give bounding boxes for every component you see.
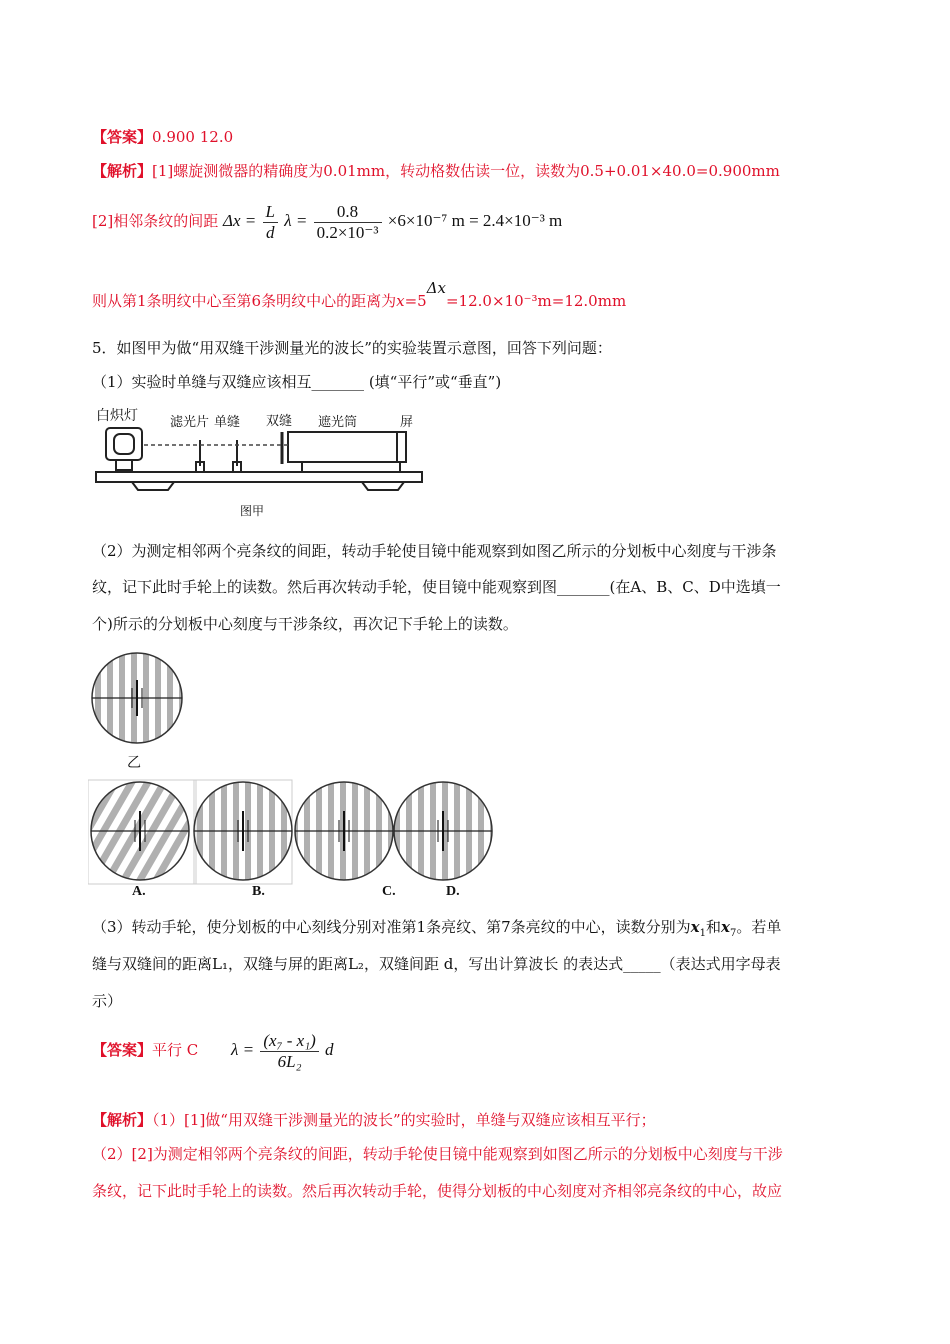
- fringe-stripe: [424, 778, 430, 886]
- line3-dx: Δx: [426, 279, 446, 297]
- fringe-stripe: [400, 778, 406, 886]
- frac-den: d: [266, 222, 275, 242]
- bench-foot-left: [132, 482, 174, 490]
- fraction-wavelength: [260, 1031, 318, 1072]
- question-5-part-2-line-2: 纹，记下此时手轮上的读数。然后再次转动手轮，使目镜中能观察到图_______(在A、B、C、D中选填一: [92, 578, 781, 596]
- question-5-stem: 5．如图甲为做“用双缝干涉测量光的波长”的实验装置示意图，回答下列问题：: [92, 339, 612, 357]
- shade-tube: [288, 432, 406, 462]
- label-single-slit: 单缝: [214, 414, 241, 429]
- bench-foot-right: [362, 482, 404, 490]
- answer-tag: 【答案】: [92, 128, 153, 146]
- analysis-2-line-2: （2）[2]为测定相邻两个亮条纹的间距，转动手轮使目镜中能观察到如图乙所示的分划板中心刻度与干涉: [92, 1145, 783, 1163]
- answer-formula: [231, 1030, 334, 1071]
- answer-1: [92, 127, 233, 147]
- fringe-stripe: [478, 778, 484, 886]
- lamp-bulb: [114, 434, 134, 454]
- analysis-text: [1]螺旋测微器的精确度为0.01mm，转动格数估读一位，读数为0.5+0.01×40.0=0.900mm: [152, 162, 780, 180]
- fraction-values: [314, 202, 382, 243]
- label-double-slit: 双缝: [266, 413, 293, 428]
- question-5-part-2-line-3: 个)所示的分划板中心刻度与干涉条纹，再次记下手轮上的读数。: [92, 615, 518, 633]
- analysis-1-formula-line: [92, 196, 562, 244]
- question-5-part-3-line-3: 示）: [92, 992, 123, 1010]
- analysis-2-line-1: [92, 1110, 656, 1130]
- analysis-tag: 【解析】: [92, 1111, 153, 1129]
- option-a-label: A.: [132, 884, 146, 899]
- question-5-part-1: （1）实验时单缝与双缝应该相互_______ (填“平行”或“垂直”): [92, 373, 502, 391]
- answer-tag: 【答案】: [92, 1041, 153, 1059]
- formula-d: d: [325, 1040, 334, 1059]
- line3-a: 则从第1条明纹中心至第6条明纹中心的距离为: [92, 292, 397, 310]
- fraction-l-over-d: [263, 202, 278, 243]
- question-5-part-3-line-2: 缝与双缝间的距离L₁，双缝与屏的距离L₂，双缝间距 d，写出计算波长 的表达式_____（表达式用字母表: [92, 955, 781, 973]
- frac-num: 0.8: [314, 202, 382, 223]
- question-5-part-3-line-1: [92, 917, 781, 944]
- option-b-label: B.: [252, 884, 265, 899]
- part3-x7: x: [720, 918, 730, 936]
- fringe-stripe: [358, 778, 364, 886]
- fringe-stripe: [197, 778, 203, 886]
- fringe-stripe: [257, 778, 263, 886]
- part3-x1-sub: 1: [699, 928, 706, 939]
- lamp-housing: [106, 428, 142, 460]
- frac-num: L: [263, 202, 278, 223]
- frac-num: (x₇ - x₁): [260, 1031, 318, 1052]
- fringe-stripe: [454, 778, 460, 886]
- frac-den: 6L₂: [277, 1051, 302, 1071]
- part3-text-b: 。若单: [736, 918, 782, 936]
- frac-den: 0.2×10⁻³: [316, 222, 379, 242]
- answer-text: 平行 C: [152, 1041, 199, 1059]
- fringe-stripe: [352, 778, 358, 886]
- label-lamp: 白炽灯: [96, 407, 138, 423]
- fringe-stripe: [316, 778, 322, 886]
- fringe-stripe: [382, 778, 388, 886]
- fringe-stripe: [304, 778, 310, 886]
- fringe-stripe: [328, 778, 334, 886]
- answer-2: [92, 1024, 334, 1074]
- formula-lhs: Δx =: [223, 211, 257, 230]
- formula-prefix: [2]相邻条纹的间距: [92, 212, 219, 230]
- caption-figure-jia: 图甲: [240, 504, 265, 518]
- optical-bench: [96, 472, 422, 482]
- question-5-part-2-line-1: （2）为测定相邻两个亮条纹的间距，转动手轮使目镜中能观察到如图乙所示的分划板中心刻度与干涉条: [92, 542, 777, 560]
- label-filter: 滤光片: [170, 414, 210, 429]
- line3-x: x: [396, 292, 405, 310]
- fringe-stripe: [490, 778, 496, 886]
- fringe-stripe: [418, 778, 424, 886]
- fringe-stripe: [466, 778, 472, 886]
- analysis-tag: 【解析】: [92, 162, 153, 180]
- analysis-text: （1）[1]做“用双缝干涉测量光的波长”的实验时，单缝与双缝应该相互平行；: [152, 1111, 656, 1129]
- part3-and: 和: [705, 918, 721, 936]
- figure-yi-eyepiece: [88, 650, 188, 746]
- option-d-label: D.: [446, 884, 460, 899]
- part3-text-a: （3）转动手轮，使分划板的中心刻线分别对准第1条亮纹、第7条亮纹的中心，读数分别为: [92, 918, 691, 936]
- fringe-stripe: [88, 650, 89, 746]
- label-screen: 屏: [400, 414, 414, 429]
- line3-b: =5: [404, 292, 427, 310]
- fringe-stripe: [364, 778, 370, 886]
- analysis-2-line-3: 条纹，记下此时手轮上的读数。然后再次转动手轮，使得分划板的中心刻度对齐相邻亮条纹的中心，故应: [92, 1182, 783, 1200]
- fringe-stripe: [173, 778, 179, 886]
- fringe-stripe: [281, 778, 287, 886]
- formula: [223, 201, 563, 242]
- label-tube: 遮光筒: [318, 414, 358, 429]
- fringe-stripe: [221, 778, 227, 886]
- analysis-1-line-1: [92, 161, 780, 181]
- formula-rhs: ×6×10⁻⁷ m = 2.4×10⁻³ m: [387, 211, 563, 230]
- figure-options: [88, 778, 498, 886]
- formula-lambda: λ =: [231, 1040, 255, 1059]
- analysis-1-line-3: [92, 280, 626, 310]
- caption-figure-yi: 乙: [127, 754, 141, 770]
- option-c-label: C.: [382, 884, 396, 899]
- formula-lambda: λ =: [284, 211, 308, 230]
- part3-x1: x: [690, 918, 700, 936]
- fringe-stripe: [430, 778, 436, 886]
- line3-c: =12.0×10⁻³m=12.0mm: [445, 292, 627, 310]
- part3-x7-sub: 7: [729, 928, 737, 939]
- fringe-stripe: [394, 778, 400, 886]
- answer-text: 0.900 12.0: [152, 128, 234, 146]
